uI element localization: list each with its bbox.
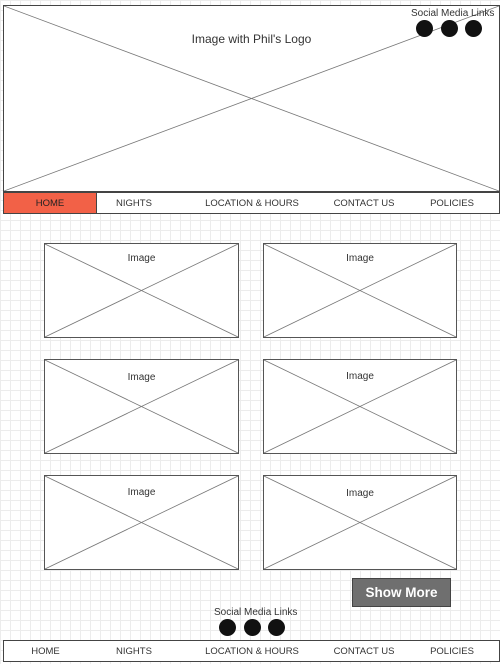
nav-item-label: CONTACT US: [333, 198, 395, 209]
logo-placeholder-label: Image with Phil's Logo: [191, 32, 312, 46]
image-label: Image: [127, 487, 156, 498]
social-icon[interactable]: [465, 20, 482, 37]
gallery-image-placeholder[interactable]: [263, 359, 457, 454]
footer-nav-item-contact-us[interactable]: [332, 641, 396, 661]
footer-nav-item-home[interactable]: [4, 641, 87, 661]
show-more-button[interactable]: Show More: [352, 578, 451, 607]
gallery-image-placeholder[interactable]: [44, 475, 239, 570]
social-icon[interactable]: [219, 619, 236, 636]
gallery-image-placeholder[interactable]: [263, 475, 457, 570]
nav-item-label: POLICIES: [430, 198, 474, 209]
nav-item-label: NIGHTS: [116, 646, 152, 657]
nav-item-label: CONTACT US: [333, 646, 395, 657]
footer-nav-item-policies[interactable]: [426, 641, 478, 661]
nav-item-label: LOCATION & HOURS: [205, 646, 299, 657]
image-label: Image: [346, 371, 374, 382]
nav-item-nights[interactable]: [111, 193, 157, 213]
header-social-label: Social Media Links: [411, 8, 495, 19]
nav-item-label: LOCATION & HOURS: [205, 198, 299, 209]
social-icon[interactable]: [416, 20, 433, 37]
nav-item-contact-us[interactable]: [332, 193, 396, 213]
nav-item-label: NIGHTS: [116, 198, 152, 209]
footer-social-label: Social Media Links: [214, 607, 298, 618]
nav-item-home[interactable]: [4, 193, 97, 213]
gallery-image-placeholder[interactable]: [263, 243, 457, 338]
nav-item-label: HOME: [31, 646, 60, 657]
gallery-image-placeholder[interactable]: [44, 359, 239, 454]
nav-item-policies[interactable]: [426, 193, 478, 213]
image-label: Image: [127, 253, 156, 264]
footer-nav: [3, 640, 500, 662]
social-icon[interactable]: [441, 20, 458, 37]
gallery-image-placeholder[interactable]: [44, 243, 239, 338]
footer-nav-item-nights[interactable]: [111, 641, 157, 661]
footer-nav-item-location-hours[interactable]: [204, 641, 300, 661]
main-nav: [3, 192, 500, 214]
social-icon[interactable]: [244, 619, 261, 636]
nav-item-label: HOME: [35, 198, 65, 209]
image-label: Image: [127, 372, 156, 383]
image-label: Image: [346, 488, 374, 499]
social-icon[interactable]: [268, 619, 285, 636]
nav-item-location-hours[interactable]: [204, 193, 300, 213]
image-label: Image: [346, 253, 374, 264]
nav-item-label: POLICIES: [430, 646, 474, 657]
